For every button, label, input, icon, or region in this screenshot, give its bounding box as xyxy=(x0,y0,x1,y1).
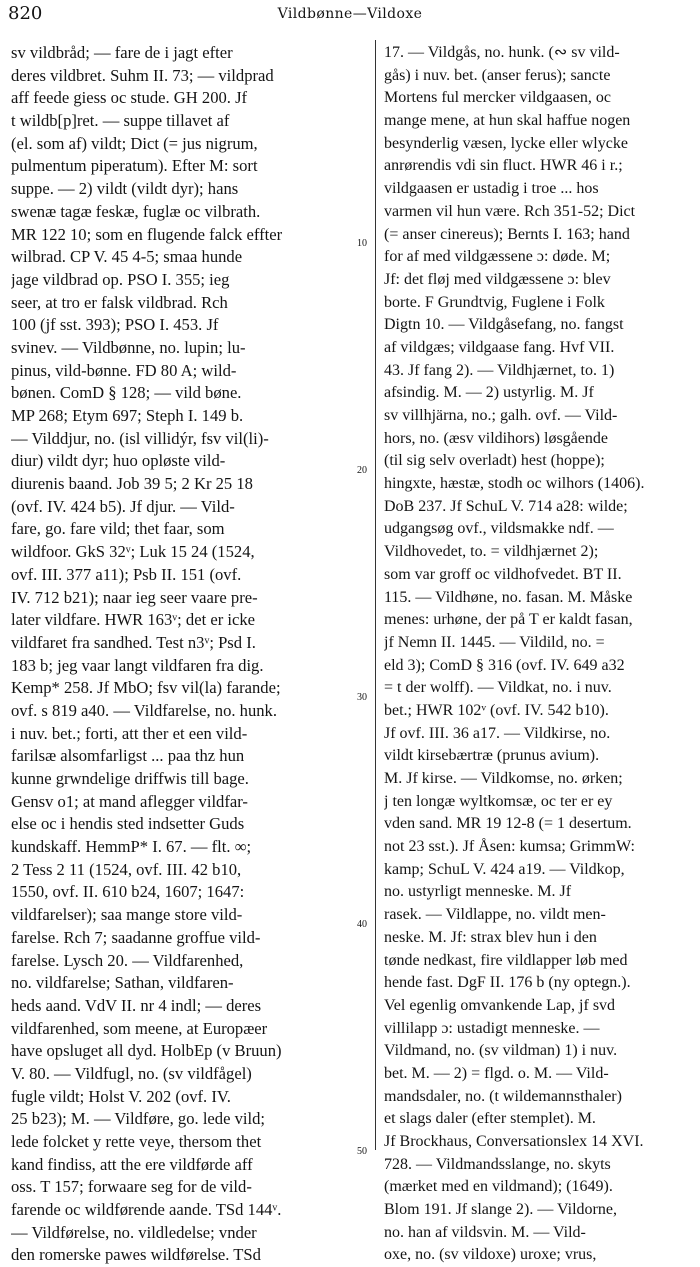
text-line: wilbrad. CP V. 45 4-5; smaa hunde xyxy=(11,247,243,267)
text-line: no. han af vildsvin. M. — Vild- xyxy=(384,1223,586,1241)
text-line: vildfarelser); saa mange store vild- xyxy=(11,905,243,925)
text-line: (mærket med en vildmand); (1649). xyxy=(384,1178,613,1196)
text-line: deres vildbret. Suhm II. 73; — vildprad xyxy=(11,65,274,85)
text-line: 2 Tess 2 11 (1524, ovf. III. 42 b10, xyxy=(11,859,242,879)
text-line: bet.; HWR 102ᵛ (ovf. IV. 542 b10). xyxy=(384,701,609,719)
text-line: vildfaret fra sandhed. Test n3ᵛ; Psd I. xyxy=(11,632,256,652)
text-line: ovf. s 819 a40. — Vildfarelse, no. hunk. xyxy=(11,700,278,720)
left-column xyxy=(11,42,356,1267)
text-line: Gensv o1; at mand aflegger vildfar- xyxy=(11,791,248,811)
text-line: Jf Brockhaus, Conversationslex 14 XVI. xyxy=(384,1133,644,1150)
page-header xyxy=(0,0,700,30)
text-line: vildt kirsebærtræ (prunus avium). xyxy=(384,747,600,765)
text-line: Jf ovf. III. 36 a17. — Vildkirse, no. xyxy=(384,724,611,742)
text-line: lede folcket y rette veye, thersom thet xyxy=(11,1132,262,1151)
text-line: 728. — Vildmandsslange, no. skyts xyxy=(384,1155,611,1173)
text-line: kand findiss, att the ere vildførde aff xyxy=(11,1154,253,1174)
text-line: aff feede giess oc stude. GH 200. Jf xyxy=(11,88,248,108)
text-line: j ten longæ wyltkomsæ, oc ter er ey xyxy=(384,792,613,810)
text-line: IV. 712 b21); naar ieg seer vaare pre- xyxy=(11,587,258,607)
text-line: udgangsøg ovf., vildsmakke ndf. — xyxy=(384,520,614,538)
text-line: swenæ tagæ feskæ, fuglæ oc vilbrath. xyxy=(11,201,261,221)
text-line: farelse. Rch 7; saadanne groffue vild- xyxy=(11,927,261,947)
text-line: no. vildfarelse; Sathan, vildfaren- xyxy=(11,973,234,993)
text-line: 25 b23); M. — Vildføre, go. lede vild; xyxy=(11,1109,266,1129)
text-line: farelse. Lysch 20. — Vildfarenhed, xyxy=(11,950,244,970)
text-line: (el. som af) vildt; Dict (= jus nigrum, xyxy=(11,133,258,153)
text-line: vden sand. MR 19 12-8 (= 1 desertum. xyxy=(384,815,632,833)
text-line: hingxte, hæstæ, stodh oc wilhors (1406). xyxy=(384,475,645,493)
right-column xyxy=(384,42,696,1267)
text-line: fare, go. fare vild; thet faar, som xyxy=(11,519,225,539)
text-line: kamp; SchuL V. 424 a19. — Vildkop, xyxy=(384,860,625,878)
text-line: Vildhovedet, to. = vildhjærnet 2); xyxy=(384,543,599,561)
text-line: bet. M. — 2) = flgd. o. M. — Vild- xyxy=(384,1064,609,1082)
text-line: — Vildførelse, no. vildledelse; vnder xyxy=(11,1222,257,1242)
text-line: for af med vildgæssene ɔ: døde. M; xyxy=(384,248,611,266)
text-line: 1550, ovf. II. 610 b24, 1607; 1647: xyxy=(11,882,245,902)
text-line: neske. M. Jf: strax blev hun i den xyxy=(384,928,597,946)
text-line: Kemp* 258. Jf MbO; fsv vil(la) farande; xyxy=(11,678,281,698)
text-line: svinev. — Vildbønne, no. lupin; lu- xyxy=(11,337,246,357)
text-line: varmen vil hun være. Rch 351-52; Dict xyxy=(384,202,636,220)
text-line: wildfoor. GkS 32ᵛ; Luk 15 24 (1524, xyxy=(11,542,255,562)
text-line: farilsæ alsomfarligst ... paa thz hun xyxy=(11,746,245,766)
text-line: fugle vildt; Holst V. 202 (ovf. IV. xyxy=(11,1086,231,1106)
text-line: vildfarenhed, som meene, at Europæer xyxy=(11,1018,268,1038)
text-line: tønde nedkast, fire vildlapper løb med xyxy=(384,951,628,969)
text-line: Vel egenlig omvankende Lap, jf svd xyxy=(384,996,616,1014)
text-line: no. ustyrligt menneske. M. Jf xyxy=(384,883,572,901)
text-line: kundskaff. HemmP* I. 67. — flt. ∞; xyxy=(11,837,252,857)
text-line: ovf. III. 377 a11); Psb II. 151 (ovf. xyxy=(11,564,242,584)
text-line: pinus, vild-bønne. FD 80 A; wild- xyxy=(11,360,237,380)
text-line: Digtn 10. — Vildgåsefang, no. fangst xyxy=(384,316,624,334)
text-line: besynderlig væsen, lycke eller wlycke xyxy=(384,134,628,152)
text-line: mange mene, at hun skal haffue nogen xyxy=(384,112,631,130)
text-line: af vildgæs; vildgaase fang. Hvf VII. xyxy=(384,338,615,356)
text-line: — Vilddjur, no. (isl villidýr, fsv vil(li)- xyxy=(11,428,269,448)
text-line: diurenis baand. Job 39 5; 2 Kr 25 18 xyxy=(11,474,253,494)
text-line: farende oc wildførende aande. TSd 144ᵛ. xyxy=(11,1200,282,1220)
text-line: 43. Jf fang 2). — Vildhjærnet, to. 1) xyxy=(384,361,615,379)
text-line: Jf: det fløj med vildgæssene ɔ: blev xyxy=(384,270,611,288)
text-line: not 23 sst.). Jf Åsen: kumsa; GrimmW: xyxy=(384,838,635,856)
text-line: (til sig selv overladt) hest (hoppe); xyxy=(384,452,605,470)
text-line: M. Jf kirse. — Vildkomse, no. ørken; xyxy=(384,770,623,787)
running-head: Vildbønne—Vildoxe xyxy=(277,6,423,22)
line-number-20: 20 xyxy=(357,465,367,476)
text-line: rasek. — Vildlappe, no. vildt men- xyxy=(384,906,606,924)
text-line: MP 268; Etym 697; Steph I. 149 b. xyxy=(11,406,244,425)
text-line: hende fast. DgF II. 176 b (ny optegn.). xyxy=(384,974,631,992)
page-number: 820 xyxy=(8,3,43,24)
text-line: jf Nemn II. 1445. — Vildild, no. = xyxy=(384,633,605,651)
text-line: Blom 191. Jf slange 2). — Vildorne, xyxy=(384,1201,617,1219)
line-number-50: 50 xyxy=(357,1146,367,1157)
text-line: anrørendis vdi sin fluct. HWR 46 i r.; xyxy=(384,157,623,175)
text-line: 100 (jf sst. 393); PSO I. 453. Jf xyxy=(11,315,219,335)
text-line: (= anser cinereus); Bernts I. 163; hand xyxy=(384,225,630,243)
text-line: som var groff oc vildhofvedet. BT II. xyxy=(384,565,622,583)
text-line: hors, no. (æsv vildihors) løsgående xyxy=(384,429,608,447)
text-line: t wildb[p]ret. — suppe tillavet af xyxy=(11,111,230,131)
line-number-10: 10 xyxy=(357,238,367,249)
text-line: later vildfare. HWR 163ᵛ; det er icke xyxy=(11,610,256,630)
text-line: vildgaasen er ustadig i troe ... hos xyxy=(384,180,599,198)
text-line: MR 122 10; som en flugende falck effter xyxy=(11,224,283,244)
text-line: gås) i nuv. bet. (anser ferus); sancte xyxy=(384,66,611,84)
text-line: Mortens ful mercker vildgaasen, oc xyxy=(384,89,612,107)
text-line: DoB 237. Jf SchuL V. 714 a28: wilde; xyxy=(384,497,628,515)
text-line: menes: urhøne, der på T er kaldt fasan, xyxy=(384,611,633,629)
column-divider xyxy=(375,40,376,1150)
text-line: (ovf. IV. 424 b5). Jf djur. — Vild- xyxy=(11,496,235,516)
text-line: have opsluget all dyd. HolbEp (v Bruun) xyxy=(11,1041,282,1061)
text-line: villilapp ɔ: ustadigt menneske. — xyxy=(384,1019,600,1037)
text-line: kunne grwndelige driffwis till bage. xyxy=(11,769,249,788)
text-line: i nuv. bet.; forti, att ther et een vild- xyxy=(11,723,248,743)
text-line: afsindig. M. — 2) ustyrlig. M. Jf xyxy=(384,384,594,402)
text-line: 17. — Vildgås, no. hunk. (∾ sv vild- xyxy=(384,44,620,61)
text-line: diur) vildt dyr; huo opløste vild- xyxy=(11,451,226,471)
text-line: V. 80. — Vildfugl, no. (sv vildfågel) xyxy=(11,1063,252,1083)
text-line: den romerske pawes wildførelse. TSd xyxy=(11,1245,261,1265)
text-line: heds aand. VdV II. nr 4 indl; — deres xyxy=(11,995,262,1015)
text-line: pulmentum piperatum). Efter M: sort xyxy=(11,156,258,176)
text-line: oss. T 157; forwaare seg for de vild- xyxy=(11,1177,252,1197)
text-line: 115. — Vildhøne, no. fasan. M. Måske xyxy=(384,588,633,606)
text-line: bønen. ComD § 128; — vild bøne. xyxy=(11,383,242,403)
text-line: seer, at tro er falsk vildbrad. Rch xyxy=(11,292,228,312)
text-line: oxe, no. (sv vildoxe) uroxe; vrus, xyxy=(384,1246,597,1264)
text-line: 183 b; jeg vaar langt vildfaren fra dig. xyxy=(11,655,264,675)
text-line: suppe. — 2) vildt (vildt dyr); hans xyxy=(11,179,239,199)
text-line: else oc i hendis sted indsetter Guds xyxy=(11,814,245,834)
text-line: jage vildbrad op. PSO I. 355; ieg xyxy=(11,269,230,289)
text-line: et slags daler (efter stemplet). M. xyxy=(384,1110,596,1128)
text-line: = t der wolff). — Vildkat, no. i nuv. xyxy=(384,679,612,697)
text-line: sv villhjärna, no.; galh. ovf. — Vild- xyxy=(384,407,618,424)
text-line: sv vildbråd; — fare de i jagt efter xyxy=(11,43,233,62)
text-line: Vildmand, no. (sv vildman) 1) i nuv. xyxy=(384,1042,618,1060)
line-number-40: 40 xyxy=(357,919,367,930)
text-line: eld 3); ComD § 316 (ovf. IV. 649 a32 xyxy=(384,656,625,674)
text-line: borte. F Grundtvig, Fuglene i Folk xyxy=(384,293,605,311)
text-line: mandsdaler, no. (t wildemannsthaler) xyxy=(384,1087,622,1105)
line-number-30: 30 xyxy=(357,692,367,703)
